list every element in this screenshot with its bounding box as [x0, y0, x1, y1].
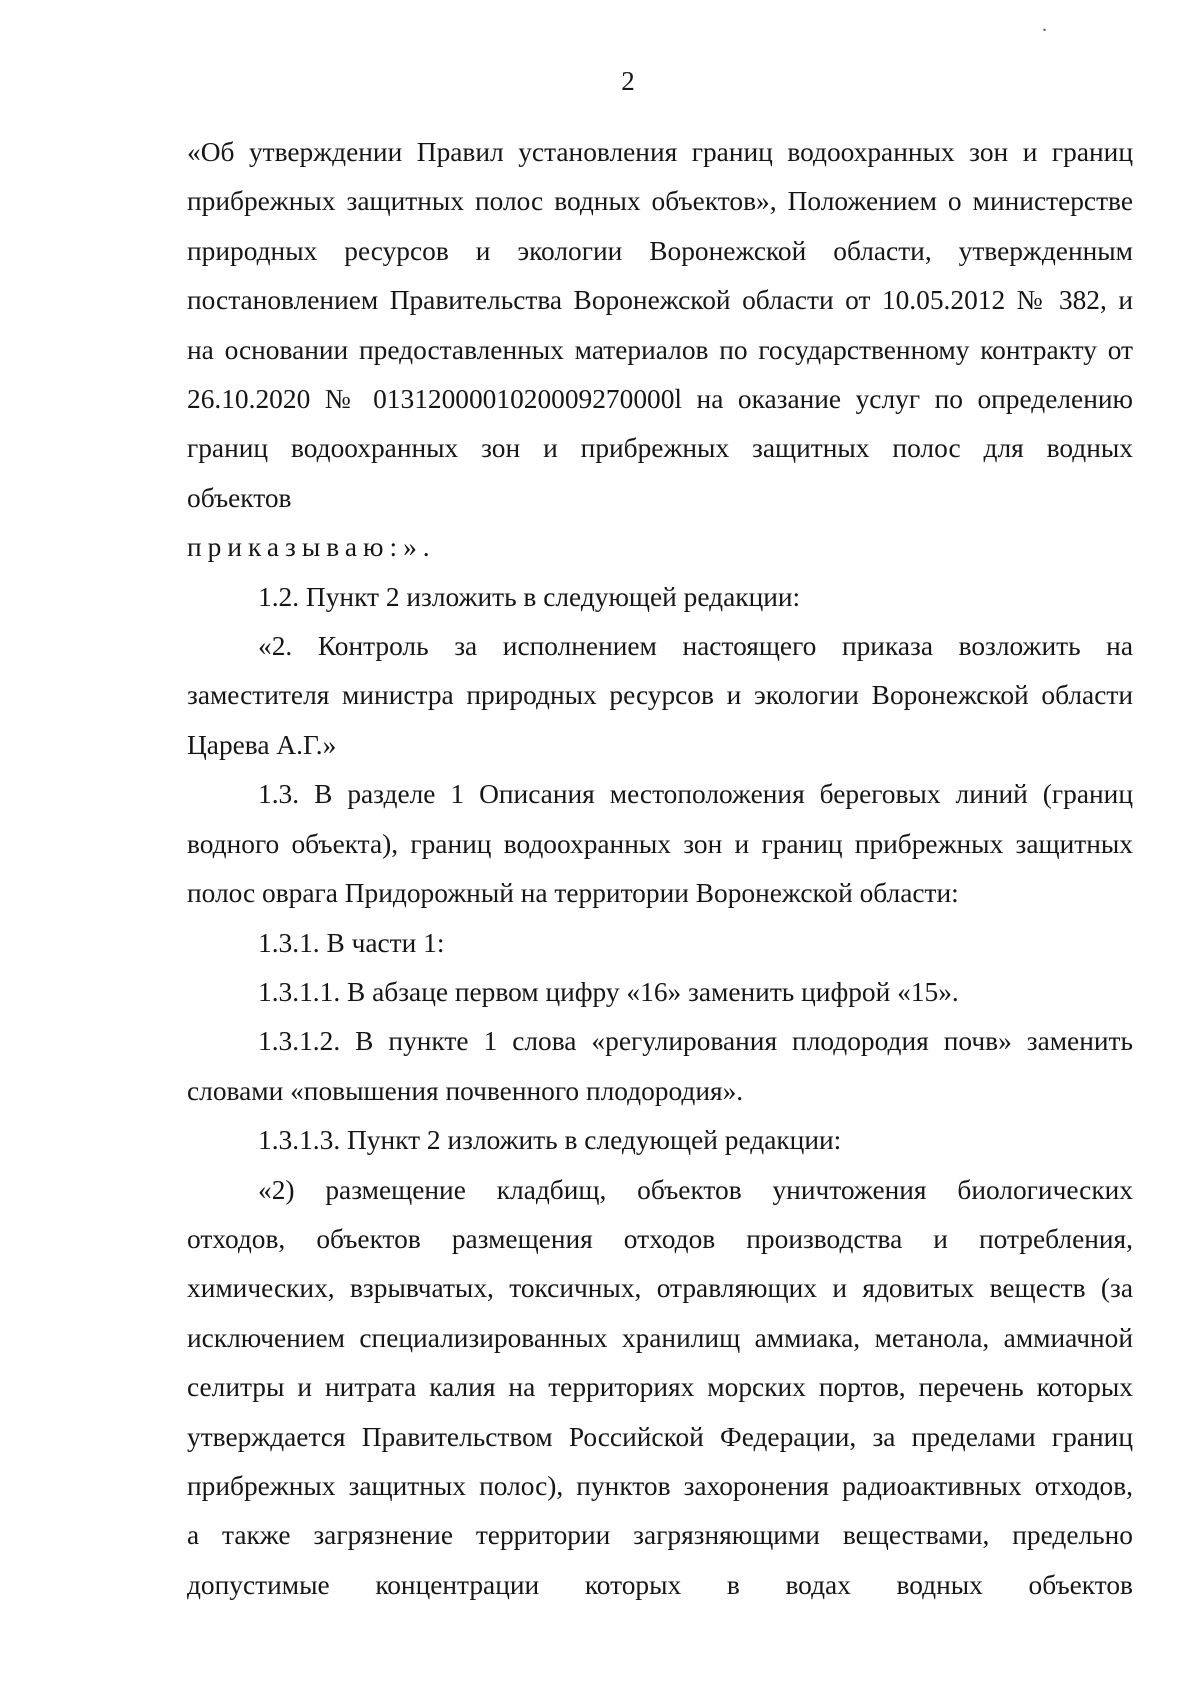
- text-line: прибрежных защитных полос водных объектов», Положением о министерстве: [187, 186, 1133, 217]
- text-line: 1.3.1. В части 1:: [258, 927, 445, 958]
- text-line: объектов: [187, 482, 292, 513]
- text-line: полос оврага Придорожный на территории Воронежской области:: [187, 878, 959, 909]
- text-line: селитры и нитрата калия на территориях морских портов, перечень которых: [187, 1372, 1133, 1403]
- text-line: химических, взрывчатых, токсичных, отравляющих и ядовитых веществ (за: [187, 1273, 1133, 1304]
- page-number: 2: [621, 66, 635, 96]
- text-line: природных ресурсов и экологии Воронежской области, утвержденным: [187, 235, 1133, 266]
- text-line: границ водоохранных зон и прибрежных защитных полос для водных: [187, 433, 1133, 464]
- text-line: а также загрязнение территории загрязняющими веществами, предельно: [187, 1520, 1133, 1551]
- text-line: приказываю:».: [187, 532, 436, 563]
- text-line: 1.3.1.1. В абзаце первом цифру «16» заменить цифрой «15».: [258, 976, 959, 1007]
- text-line: на основании предоставленных материалов по государственному контракту от: [187, 334, 1133, 365]
- text-line: постановлением Правительства Воронежской области от 10.05.2012 № 382, и: [187, 285, 1133, 316]
- text-line: отходов, объектов размещения отходов производства и потребления,: [187, 1223, 1133, 1254]
- text-line: «2. Контроль за исполнением настоящего приказа возложить на: [258, 631, 1133, 662]
- text-line: «2) размещение кладбищ, объектов уничтожения биологических: [258, 1174, 1133, 1205]
- text-line: утверждается Правительством Российской Федерации, за пределами границ: [187, 1421, 1133, 1452]
- text-line: водного объекта), границ водоохранных зон и границ прибрежных защитных: [187, 828, 1133, 859]
- corner-mark: .: [1042, 14, 1047, 36]
- text-line: допустимые концентрации которых в водах водных объектов: [187, 1569, 1133, 1600]
- text-line: 1.3. В разделе 1 Описания местоположения береговых линий (границ: [258, 779, 1133, 810]
- text-line: 1.3.1.2. В пункте 1 слова «регулирования плодородия почв» заменить: [258, 1026, 1133, 1057]
- text-line: прибрежных защитных полос), пунктов захоронения радиоактивных отходов,: [187, 1470, 1133, 1501]
- document-body: [187, 128, 1133, 1610]
- text-line: 1.3.1.3. Пункт 2 изложить в следующей редакции:: [258, 1125, 842, 1156]
- text-line: словами «повышения почвенного плодородия».: [187, 1075, 744, 1106]
- text-line: заместителя министра природных ресурсов и экологии Воронежской области: [187, 680, 1133, 711]
- text-line: «Об утверждении Правил установления границ водоохранных зон и границ: [187, 137, 1133, 167]
- text-line: Царева А.Г.»: [187, 729, 337, 760]
- text-line: исключением специализированных хранилищ аммиака, метанола, аммиачной: [187, 1322, 1133, 1353]
- text-line: 26.10.2020 № 0131200001020009270000l на оказание услуг по определению: [187, 384, 1133, 415]
- text-line: 1.2. Пункт 2 изложить в следующей редакции:: [258, 581, 801, 612]
